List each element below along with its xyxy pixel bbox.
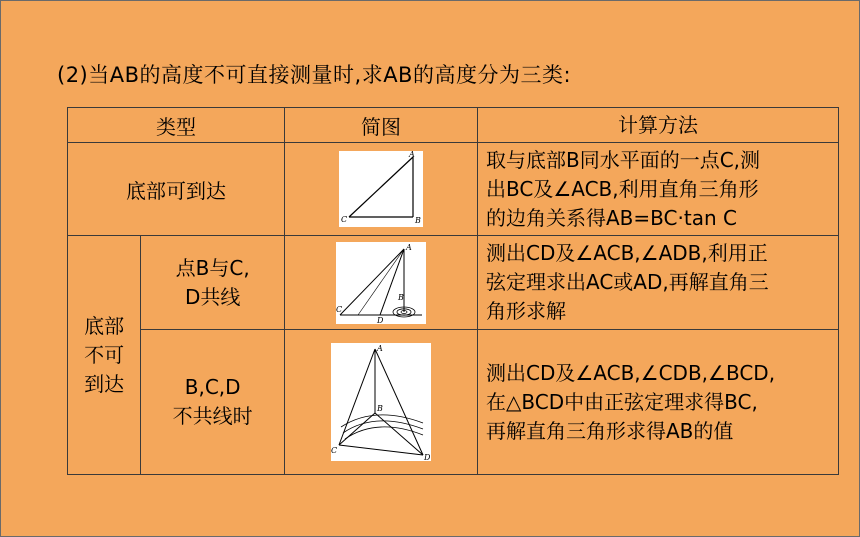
method-line: 测出CD及∠ACB,∠ADB,利用正 xyxy=(486,241,768,265)
row1-method xyxy=(478,143,839,236)
type-line: 不共线时 xyxy=(172,404,253,428)
group-label-line: 到达 xyxy=(84,371,125,396)
row1-diagram-cell xyxy=(285,143,478,236)
table-row xyxy=(68,236,839,330)
label-d: D xyxy=(424,453,431,461)
method-line: 再解直角三角形求得AB的值 xyxy=(486,418,734,443)
section-heading: (2)当AB的高度不可直接测量时,求AB的高度分为三类: xyxy=(57,63,572,87)
header-type: 类型 xyxy=(68,108,285,143)
group-label-line: 底部 xyxy=(84,313,125,338)
row2-diagram-cell xyxy=(285,236,478,330)
type-line: D共线 xyxy=(184,284,241,309)
table-row xyxy=(68,143,839,236)
group-label-line: 不可 xyxy=(84,342,125,367)
label-a: A xyxy=(406,242,412,252)
method-line: 弦定理求出AC或AD,再解直角三 xyxy=(486,270,769,294)
method-line: 的边角关系得AB=BC·tan C xyxy=(486,205,737,230)
label-b: B xyxy=(398,292,404,302)
row1-type: 底部可到达 xyxy=(68,143,285,236)
method-line: 角形求解 xyxy=(486,299,566,323)
method-line: 测出CD及∠ACB,∠CDB,∠BCD, xyxy=(486,360,776,385)
table-row xyxy=(68,330,839,475)
row3-diagram-cell xyxy=(285,330,478,475)
label-a: A xyxy=(377,344,383,353)
row3-type xyxy=(141,330,285,475)
header-diagram: 简图 xyxy=(285,108,478,143)
row2-type xyxy=(141,236,285,330)
type-line: B,C,D xyxy=(184,375,241,399)
label-b: B xyxy=(415,216,421,225)
header-method: 计算方法 xyxy=(478,108,839,143)
label-c: C xyxy=(336,304,343,314)
type-line: 点B与C, xyxy=(175,255,250,280)
method-line: 取与底部B同水平面的一点C,测 xyxy=(486,147,761,172)
label-c: C xyxy=(331,446,338,455)
method-line: 在△BCD中由正弦定理求得BC, xyxy=(486,389,758,414)
group-label xyxy=(68,236,141,475)
non-collinear-diagram xyxy=(331,343,431,461)
table-header-row xyxy=(68,108,839,143)
collinear-diagram xyxy=(336,242,426,324)
method-line: 出BC及∠ACB,利用直角三角形 xyxy=(486,176,759,201)
row2-method xyxy=(478,236,839,330)
height-measurement-table xyxy=(67,107,839,475)
label-b: B xyxy=(377,404,383,413)
label-a: A xyxy=(409,151,415,159)
label-d: D xyxy=(377,315,384,324)
row3-method xyxy=(478,330,839,475)
label-c: C xyxy=(341,215,348,224)
right-triangle-diagram xyxy=(339,151,423,227)
